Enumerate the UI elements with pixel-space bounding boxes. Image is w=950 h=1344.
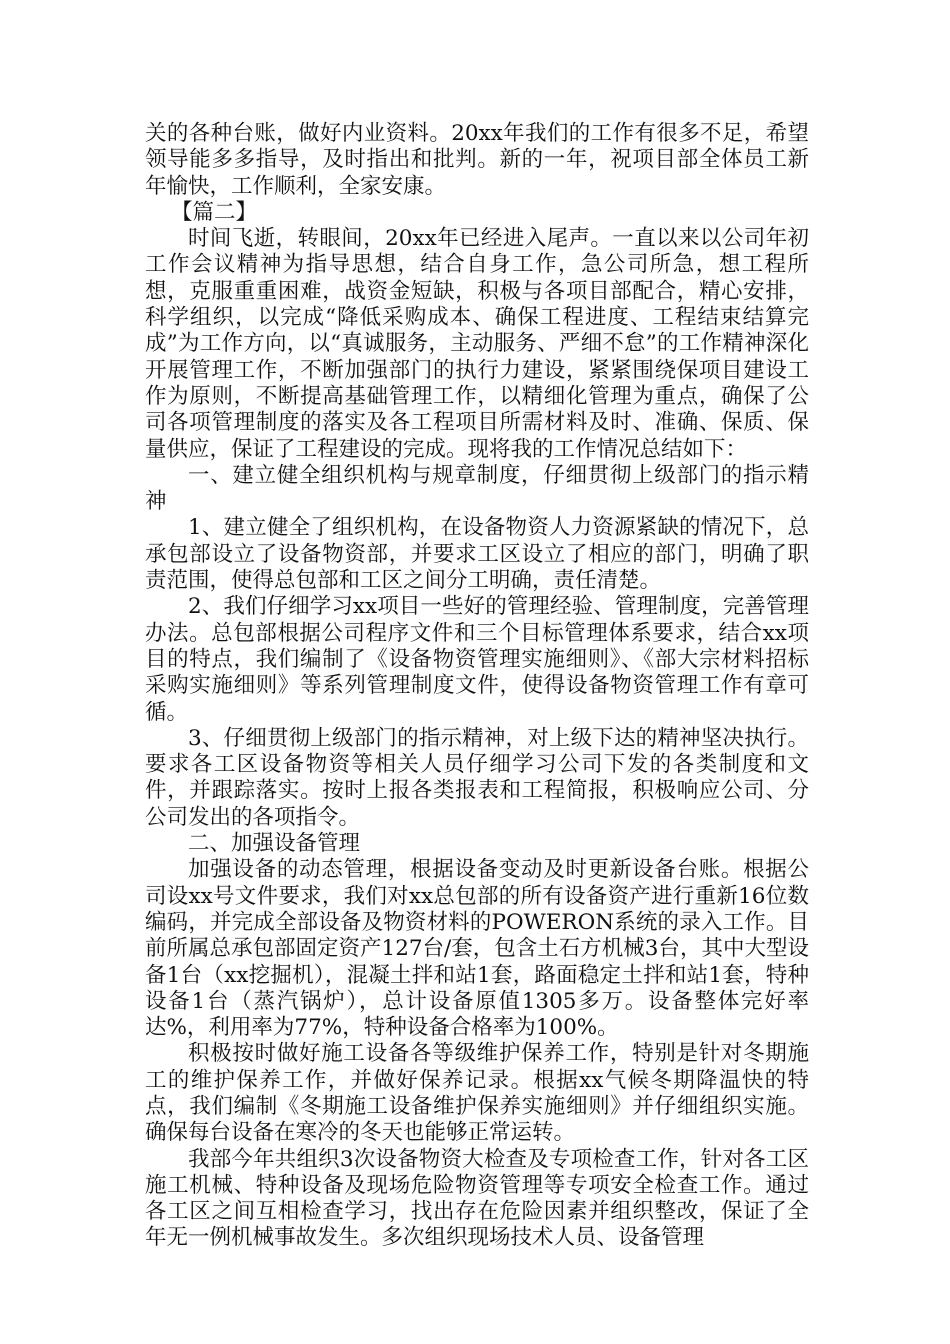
paragraph-intro: 时间飞逝，转眼间，20xx年已经进入尾声。一直以来以公司年初工作会议精神为指导思想，结合自身工作，急公司所急，想工程所想，克服重重困难，战资金短缺，积极与各项目部配合，精心安排，科学组织，以完成“降低采购成本、确保工程进度、工程结束结算完成”为工作方向，以“真诚服务，主动服务、严细不怠”的工作精神深化开展管理工作，不断加强部门的执行力建设，紧紧围绕保项目建设工作为原则，不断提高基础管理工作，以精细化管理为重点，确保了公司各项管理制度的落实及各工程项目所需材料及时、准确、保质、保量供应，保证了工程建设的完成。现将我的工作情况总结如下： (145, 226, 809, 462)
section-heading: 【篇二】 (171, 199, 258, 225)
paragraph-item-1: 1、建立健全了组织机构，在设备物资人力资源紧缺的情况下，总承包部设立了设备物资部，并要求工区设立了相应的部门，明确了职责范围，使得总包部和工区之间分工明确，责任清楚。 (145, 515, 809, 594)
paragraph-inspection: 我部今年共组织3次设备物资大检查及专项检查工作，针对各工区施工机械、特种设备及现场危险物资管理等专项安全检查工作。通过各工区之间互相检查学习，找出存在危险因素并组织整改，保证了全年无一例机械事故发生。多次组织现场技术人员、设备管理 (145, 1146, 809, 1251)
paragraph-maintenance: 积极按时做好施工设备各等级维护保养工作，特别是针对冬期施工的维护保养工作，并做好保养记录。根据xx气候冬期降温快的特点，我们编制《冬期施工设备维护保养实施细则》并仔细组织实施。确保每台设备在寒冷的冬天也能够正常运转。 (145, 1041, 809, 1146)
paragraph-item-2: 2、我们仔细学习xx项目一些好的管理经验、管理制度，完善管理办法。总包部根据公司程序文件和三个目标管理体系要求，结合xx项目的特点，我们编制了《设备物资管理实施细则》、《部大宗材料招标采购实施细则》等系列管理制度文件，使得设备物资管理工作有章可循。 (145, 594, 809, 725)
paragraph-continuation: 关的各种台账，做好内业资料。20xx年我们的工作有很多不足，希望领导能多多指导，及时指出和批判。新的一年，祝项目部全体员工新年愉快，工作顺利，全家安康。 (145, 121, 809, 199)
paragraph-item-3: 3、仔细贯彻上级部门的指示精神，对上级下达的精神坚决执行。要求各工区设备物资等相关人员仔细学习公司下发的各类制度和文件，并跟踪落实。按时上报各类报表和工程简报，积极响应公司、分公司发出的各项指令。 (145, 725, 809, 830)
subheading-two: 二、加强设备管理 (188, 831, 361, 857)
document-page (145, 121, 809, 1252)
subheading-one: 一、建立健全组织机构与规章制度，仔细贯彻上级部门的指示精神 (145, 462, 809, 515)
paragraph-equipment: 加强设备的动态管理，根据设备变动及时更新设备台账。根据公司设xx号文件要求，我们对xx总包部的所有设备资产进行重新16位数编码，并完成全部设备及物资材料的POWERON系统的录入工作。目前所属总承包部固定资产127台/套，包含土石方机械3台，其中大型设备1台（xx挖掘机），混凝土拌和站1套，路面稳定土拌和站1套，特种设备1台（蒸汽锅炉），总计设备原值1305多万。设备整体完好率达%，利用率为77%，特种设备合格率为100%。 (145, 857, 809, 1041)
